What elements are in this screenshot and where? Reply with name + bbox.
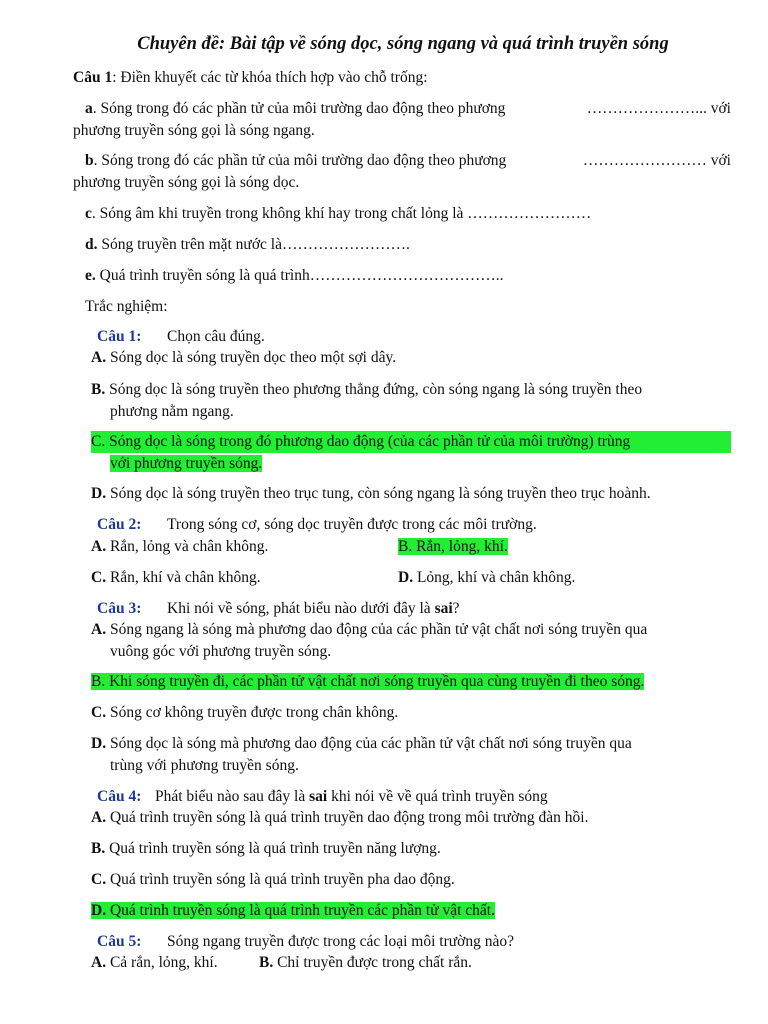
- q4-a-text: Quá trình truyền sóng là quá trình truyền dao động trong môi trường đàn hồi.: [106, 809, 589, 826]
- q1-stem-text: Chọn câu đúng.: [167, 328, 265, 345]
- q3-option-b-correct: [91, 671, 644, 693]
- q4-stem-post: khi nói về về quá trình truyền sóng: [327, 788, 548, 805]
- fill-c-text: . Sóng âm khi truyền trong không khí hay trong chất lỏng là ……………………: [91, 205, 592, 222]
- q3-c-key: C.: [91, 704, 107, 721]
- q2-label: Câu 2:: [97, 516, 142, 533]
- q4-option-c: [91, 869, 455, 891]
- q4-b-text: Quá trình truyền sóng là quá trình truyền năng lượng.: [105, 840, 441, 857]
- q2-option-a: [91, 536, 268, 558]
- q1-a-text: Sóng dọc là sóng truyền dọc theo một sợi dây.: [106, 349, 397, 366]
- q3-option-c: [91, 702, 398, 724]
- q2-stem: [97, 514, 537, 536]
- q1-option-d: [91, 483, 651, 505]
- q4-c-text: Quá trình truyền sóng là quá trình truyền pha dao động.: [106, 871, 455, 888]
- q1-b-key: B.: [91, 381, 106, 398]
- q3-stem: [97, 598, 460, 620]
- q5-label: Câu 5:: [97, 933, 142, 950]
- q4-option-b: [91, 838, 441, 860]
- q3-d-key: D.: [91, 735, 107, 752]
- q1-d-text: Sóng dọc là sóng truyền theo trục tung, còn sóng ngang là sóng truyền theo trục hoành.: [106, 485, 651, 502]
- fill-a-blank: …………………... với: [586, 100, 731, 117]
- q1-d-key: D.: [91, 485, 107, 502]
- q1-option-a: [91, 347, 396, 369]
- q3-d-line2: trùng với phương truyền sóng.: [110, 757, 299, 774]
- q2-d-text: Lỏng, khí và chân không.: [413, 569, 576, 586]
- fill-b-words: . Sóng trong đó các phần tử của môi trường dao động theo phương: [93, 152, 507, 169]
- q2-stem-text: Trong sóng cơ, sóng dọc truyền được trong các môi trường.: [167, 516, 537, 533]
- q4-option-a: [91, 807, 588, 829]
- q5-stem-text: Sóng ngang truyền được trong các loại môi trường nào?: [167, 933, 514, 950]
- fill-a-key: a: [85, 100, 93, 117]
- q3-stem-pre: Khi nói về sóng, phát biểu nào dưới đây là: [167, 600, 435, 617]
- q5-a-text: Cả rắn, lỏng, khí.: [106, 954, 218, 971]
- q2-b-key: B.: [398, 538, 413, 555]
- q1-c-line1: Sóng dọc là sóng trong đó phương dao động (của các phần tử của môi trường) trùng: [105, 433, 631, 450]
- fill-e-key: e.: [85, 267, 96, 284]
- q1-option-b: [91, 379, 731, 423]
- q4-c-key: C.: [91, 871, 107, 888]
- fill-a-words: . Sóng trong đó các phần tử của môi trường dao động theo phương: [92, 100, 506, 117]
- q1-b-line1: Sóng dọc là sóng truyền theo phương thẳng đứng, còn sóng ngang là sóng truyền theo: [105, 381, 643, 398]
- q4-a-key: A.: [91, 809, 107, 826]
- q2-d-key: D.: [398, 569, 414, 586]
- fill-item-b: [73, 150, 731, 194]
- q4-label: Câu 4:: [97, 788, 142, 805]
- q2-a-key: A.: [91, 538, 107, 555]
- q5-b-key: B.: [259, 954, 274, 971]
- q2-b-text: Rắn, lỏng, khí.: [412, 538, 508, 555]
- q1-label: Câu 1:: [97, 328, 142, 345]
- q5-option-a: [91, 952, 218, 974]
- q1-option-c-correct: [91, 431, 731, 475]
- q3-stem-bold: sai: [434, 600, 453, 617]
- q4-d-key: D.: [91, 902, 107, 919]
- q5-a-key: A.: [91, 954, 107, 971]
- fill-e-text: Quá trình truyền sóng là quá trình………………………………..: [95, 267, 504, 284]
- q3-a-key: A.: [91, 621, 107, 638]
- q4-stem-pre: Phát biểu nào sau đây là: [155, 788, 310, 805]
- fill-b-blank: …………………… với: [582, 152, 731, 169]
- q3-option-d: [91, 733, 731, 777]
- q4-d-text: Quá trình truyền sóng là quá trình truyền các phần tử vật chất.: [106, 902, 495, 919]
- fill-label: Câu 1: [73, 69, 113, 86]
- q1-b-line2: phương nằm ngang.: [110, 403, 234, 420]
- q1-c-key: C.: [91, 433, 106, 450]
- q3-a-line2: vuông góc với phương truyền sóng.: [110, 643, 332, 660]
- fill-c-key: c: [85, 205, 92, 222]
- q3-b-key: B.: [91, 673, 106, 690]
- q2-option-c: [91, 567, 261, 589]
- q3-stem-post: ?: [452, 600, 460, 617]
- fill-item-d: [85, 234, 410, 256]
- q4-b-key: B.: [91, 840, 106, 857]
- fill-item-c: [85, 203, 591, 225]
- mc-heading: Trắc nghiệm:: [85, 298, 168, 315]
- q1-a-key: A.: [91, 349, 107, 366]
- q3-d-line1: Sóng dọc là sóng mà phương dao động của các phần tử vật chất nơi sóng truyền qua: [106, 735, 632, 752]
- q2-option-d: [398, 567, 575, 589]
- fill-b-line2: phương truyền sóng gọi là sóng dọc.: [73, 174, 300, 191]
- fill-d-key: d.: [85, 236, 98, 253]
- page-title: Chuyên đề: Bài tập về sóng dọc, sóng ngang và quá trình truyền sóng: [137, 34, 669, 54]
- q2-c-text: Rắn, khí và chân không.: [106, 569, 261, 586]
- q3-b-text: Khi sóng truyền đi, các phần tử vật chất nơi sóng truyền qua cùng truyền đi theo sóng.: [105, 673, 645, 690]
- q1-c-line2: với phương truyền sóng.: [110, 455, 263, 472]
- fill-a-line2: phương truyền sóng gọi là sóng ngang.: [73, 122, 315, 139]
- q2-a-text: Rắn, lỏng và chân không.: [106, 538, 269, 555]
- q4-stem: [97, 786, 548, 808]
- q5-b-text: Chỉ truyền được trong chất rắn.: [273, 954, 472, 971]
- fill-b-key: b: [85, 152, 94, 169]
- q1-stem: [97, 326, 265, 348]
- fill-prompt: [73, 67, 428, 89]
- q4-stem-bold: sai: [309, 788, 328, 805]
- q3-option-a: [91, 619, 731, 663]
- q5-stem: [97, 931, 514, 953]
- q3-label: Câu 3:: [97, 600, 142, 617]
- q2-option-b-correct: [398, 536, 508, 558]
- q2-c-key: C.: [91, 569, 107, 586]
- q5-option-b: [259, 952, 472, 974]
- fill-item-e: [85, 265, 503, 287]
- q4-option-d-correct: [91, 900, 495, 922]
- fill-d-text: Sóng truyền trên mặt nước là…………………….: [97, 236, 410, 253]
- q3-a-line1: Sóng ngang là sóng mà phương dao động của các phần tử vật chất nơi sóng truyền qua: [106, 621, 648, 638]
- q3-c-text: Sóng cơ không truyền được trong chân không.: [106, 704, 399, 721]
- fill-item-a: [73, 98, 731, 142]
- fill-prompt-text: : Điền khuyết các từ khóa thích hợp vào chỗ trống:: [112, 69, 428, 86]
